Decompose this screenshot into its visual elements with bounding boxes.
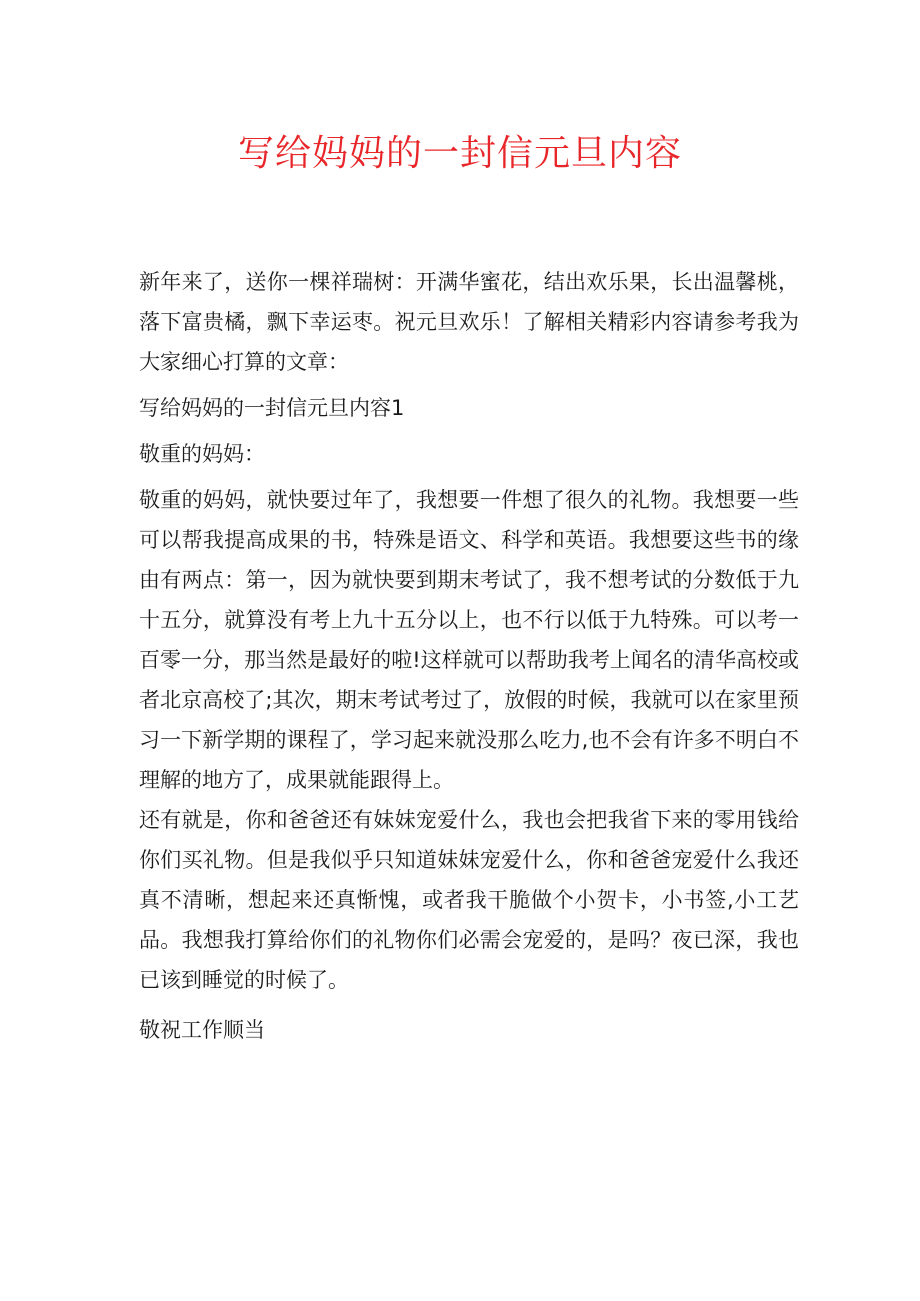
section-heading: 写给妈妈的一封信元旦内容1 bbox=[139, 396, 405, 420]
body-paragraph-2: 还有就是，你和爸爸还有妹妹宠爱什么，我也会把我省下来的零用钱给你们买礼物。但是我似乎只知道妹妹宠爱什么，你和爸爸宠爱什么我还真不清晰，想起来还真惭愧，或者我干脆做个小贺卡，小书签,小工艺品。我想我打算给你们的礼物你们必需会宠爱的，是吗？夜已深，我也已该到睡觉的时候了。 bbox=[139, 808, 799, 992]
document-title: 写给妈妈的一封信元旦内容 bbox=[237, 133, 682, 174]
intro-paragraph: 新年来了，送你一棵祥瑞树：开满华蜜花，结出欢乐果，长出温馨桃，落下富贵橘，飘下幸运枣。祝元旦欢乐！了解相关精彩内容请参考我为大家细心打算的文章： bbox=[139, 270, 799, 374]
salutation: 敬重的妈妈： bbox=[139, 442, 265, 466]
document-body bbox=[139, 262, 799, 1050]
closing-line: 敬祝工作顺当 bbox=[139, 1018, 265, 1042]
body-paragraph-1: 敬重的妈妈，就快要过年了，我想要一件想了很久的礼物。我想要一些可以帮我提高成果的书，特殊是语文、科学和英语。我想要这些书的缘由有两点：第一，因为就快要到期末考试了，我不想考试的分数低于九十五分，就算没有考上九十五分以上，也不行以低于九特殊。可以考一百零一分，那当然是最好的啦!这样就可以帮助我考上闻名的清华高校或者北京高校了;其次，期末考试考过了，放假的时候，我就可以在家里预习一下新学期的课程了，学习起来就没那么吃力,也不会有许多不明白不理解的地方了，成果就能跟得上。 bbox=[139, 488, 799, 792]
